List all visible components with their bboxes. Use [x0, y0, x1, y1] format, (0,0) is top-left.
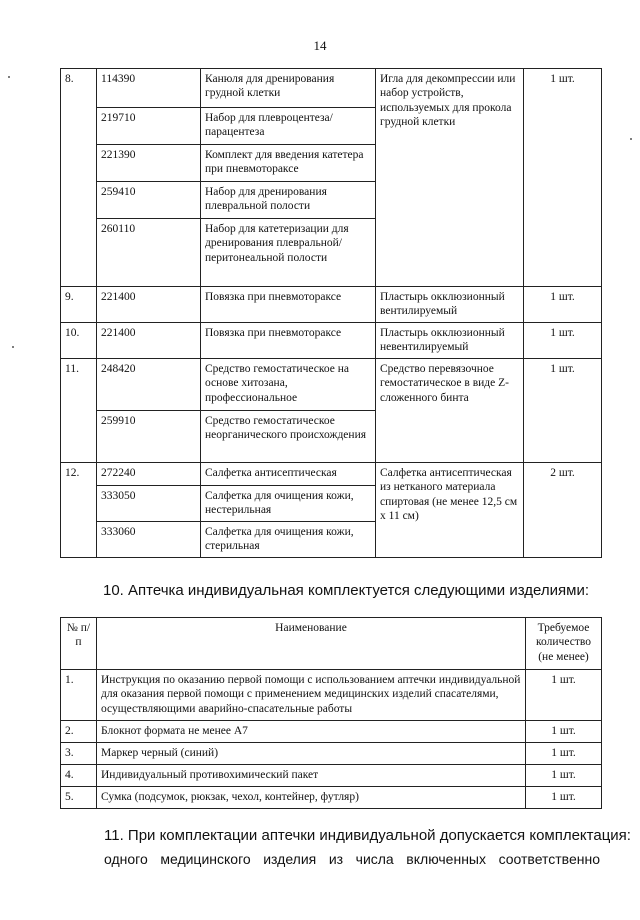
- quantity: 1 шт.: [524, 323, 602, 359]
- requirement: Пластырь окклюзионный невентилируемый: [376, 323, 524, 359]
- requirement: Салфетка антисептическая из нетканого материала спиртовая (не менее 12,5 см х 11 см): [376, 463, 524, 558]
- requirement: Игла для декомпрессии или набор устройств, используемых для прокола грудной клетки: [376, 69, 524, 287]
- row-number: 11.: [61, 359, 97, 463]
- requirement: Пластырь окклюзионный вентилируемый: [376, 287, 524, 323]
- item-name: Средство гемостатическое неорганического происхождения: [201, 411, 376, 463]
- row-number: 10.: [61, 323, 97, 359]
- kit-contents-table: [60, 617, 602, 809]
- item-name: Набор для дренирования плевральной полости: [201, 182, 376, 219]
- item-name: Комплект для введения катетера при пневмотораксе: [201, 145, 376, 182]
- item-code: 333050: [97, 486, 201, 522]
- item-code: 260110: [97, 219, 201, 287]
- table-row: [61, 323, 602, 359]
- table-row: [61, 787, 602, 809]
- table-row: [61, 721, 602, 743]
- row-number: 4.: [61, 765, 97, 787]
- item-code: 114390: [97, 69, 201, 108]
- quantity: 1 шт.: [526, 721, 602, 743]
- item-name: Набор для катетеризации для дренирования плевральной/перитонеальной полости: [201, 219, 376, 287]
- row-number: 9.: [61, 287, 97, 323]
- item-code: 248420: [97, 359, 201, 411]
- table-row: [61, 359, 602, 411]
- table-row: [61, 287, 602, 323]
- quantity: 1 шт.: [526, 743, 602, 765]
- scan-speck: [8, 76, 10, 78]
- item-name: Сумка (подсумок, рюкзак, чехол, контейнер, футляр): [97, 787, 526, 809]
- table-row: [61, 743, 602, 765]
- item-name: Салфетка антисептическая: [201, 463, 376, 486]
- page-number: 14: [313, 38, 327, 53]
- table-row: [61, 670, 602, 721]
- section-11-line-2: одного медицинского изделия из числа включенных соответственно: [104, 851, 600, 867]
- row-number: 1.: [61, 670, 97, 721]
- table-row: [61, 765, 602, 787]
- table-header-row: [61, 618, 602, 670]
- item-name: Набор для плевроцентеза/парацентеза: [201, 108, 376, 145]
- medical-items-table: [60, 68, 602, 558]
- row-number: 3.: [61, 743, 97, 765]
- scan-speck: [630, 138, 632, 140]
- item-name: Индивидуальный противохимический пакет: [97, 765, 526, 787]
- row-number: 5.: [61, 787, 97, 809]
- row-number: 8.: [61, 69, 97, 287]
- row-number: 2.: [61, 721, 97, 743]
- requirement: Средство перевязочное гемостатическое в виде Z-сложенного бинта: [376, 359, 524, 463]
- item-code: 221400: [97, 323, 201, 359]
- item-name: Средство гемостатическое на основе хитозана, профессиональное: [201, 359, 376, 411]
- table-row: [61, 463, 602, 486]
- quantity: 1 шт.: [524, 359, 602, 463]
- section-10-heading: 10. Аптечка индивидуальная комплектуется следующими изделиями:: [103, 582, 589, 599]
- quantity: 1 шт.: [526, 765, 602, 787]
- item-code: 259910: [97, 411, 201, 463]
- quantity: 1 шт.: [524, 287, 602, 323]
- quantity: 1 шт.: [526, 670, 602, 721]
- item-name: Маркер черный (синий): [97, 743, 526, 765]
- quantity: 1 шт.: [524, 69, 602, 287]
- item-name: Канюля для дренирования грудной клетки: [201, 69, 376, 108]
- scan-speck: [12, 346, 14, 348]
- header-name: Наименование: [97, 618, 526, 670]
- item-code: 272240: [97, 463, 201, 486]
- quantity: 1 шт.: [526, 787, 602, 809]
- item-name: Блокнот формата не менее А7: [97, 721, 526, 743]
- item-code: 221400: [97, 287, 201, 323]
- item-name: Повязка при пневмотораксе: [201, 323, 376, 359]
- item-name: Салфетка для очищения кожи, стерильная: [201, 522, 376, 558]
- item-name: Повязка при пневмотораксе: [201, 287, 376, 323]
- header-quantity: Требуемое количество (не менее): [526, 618, 602, 670]
- item-code: 333060: [97, 522, 201, 558]
- item-code: 259410: [97, 182, 201, 219]
- item-name: Салфетка для очищения кожи, нестерильная: [201, 486, 376, 522]
- section-11-line-1: 11. При комплектации аптечки индивидуальной допускается комплектация:: [104, 827, 631, 844]
- quantity: 2 шт.: [524, 463, 602, 558]
- item-code: 221390: [97, 145, 201, 182]
- header-number: № п/п: [61, 618, 97, 670]
- item-code: 219710: [97, 108, 201, 145]
- item-name: Инструкция по оказанию первой помощи с использованием аптечки индивидуальной для оказания первой помощи с применением медицинских изделий спасателями, осуществляющими аварийно-спасательные работы: [97, 670, 526, 721]
- row-number: 12.: [61, 463, 97, 558]
- table-row: [61, 69, 602, 108]
